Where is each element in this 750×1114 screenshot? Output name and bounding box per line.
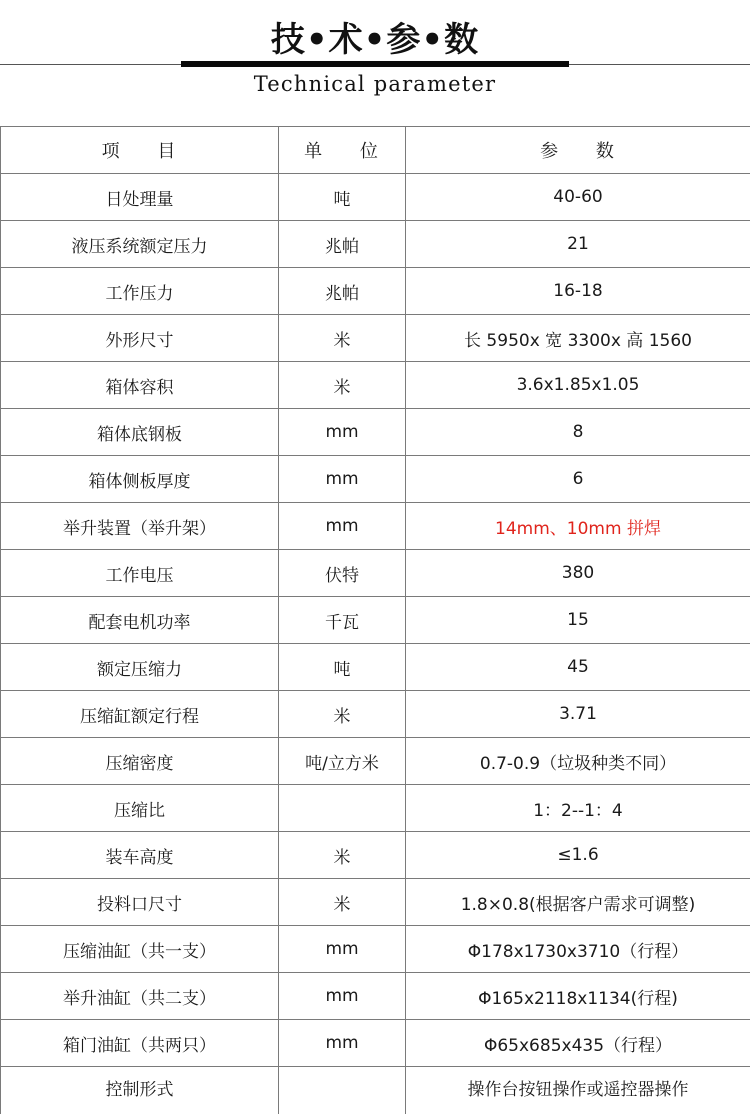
param-unit-cell: 兆帕 [279, 221, 406, 268]
param-unit-cell: 兆帕 [279, 268, 406, 315]
param-value-cell: 380 [406, 550, 750, 597]
table-row [1, 973, 750, 1020]
param-value-cell: 21 [406, 221, 750, 268]
table-row [1, 268, 750, 315]
param-unit-cell [279, 1067, 406, 1114]
header-accent-bar [181, 61, 569, 67]
param-name-cell: 压缩密度 [1, 738, 279, 785]
param-value-cell: 1：2--1：4 [406, 785, 750, 832]
table-row [1, 926, 750, 973]
param-value-cell: 6 [406, 456, 750, 503]
table-row [1, 503, 750, 550]
param-name-cell: 日处理量 [1, 174, 279, 221]
parameter-table-body [1, 127, 750, 1114]
param-value-cell: 8 [406, 409, 750, 456]
param-name-cell: 外形尺寸 [1, 315, 279, 362]
param-unit-cell: 米 [279, 315, 406, 362]
param-unit-cell: 千瓦 [279, 597, 406, 644]
table-row [1, 597, 750, 644]
param-name-cell: 控制形式 [1, 1067, 279, 1114]
param-value-cell: ≤1.6 [406, 832, 750, 879]
table-row [1, 879, 750, 926]
param-name-cell: 箱体容积 [1, 362, 279, 409]
table-row [1, 221, 750, 268]
param-unit-cell: mm [279, 1020, 406, 1067]
table-row [1, 409, 750, 456]
param-value-cell: 15 [406, 597, 750, 644]
column-header-unit: 单 位 [279, 127, 406, 174]
param-value-cell: 1.8×0.8(根据客户需求可调整) [406, 879, 750, 926]
param-unit-cell: mm [279, 456, 406, 503]
param-unit-cell: mm [279, 926, 406, 973]
param-name-cell: 工作压力 [1, 268, 279, 315]
param-name-cell: 箱门油缸（共两只） [1, 1020, 279, 1067]
table-row [1, 785, 750, 832]
table-row [1, 550, 750, 597]
table-row [1, 832, 750, 879]
param-value-cell: Φ178x1730x3710（行程） [406, 926, 750, 973]
param-value-cell: 0.7-0.9（垃圾种类不同） [406, 738, 750, 785]
param-name-cell: 举升油缸（共二支） [1, 973, 279, 1020]
param-name-cell: 配套电机功率 [1, 597, 279, 644]
param-unit-cell: 米 [279, 879, 406, 926]
param-name-cell: 压缩油缸（共一支） [1, 926, 279, 973]
param-value-cell: 3.71 [406, 691, 750, 738]
param-unit-cell [279, 785, 406, 832]
param-name-cell: 压缩缸额定行程 [1, 691, 279, 738]
param-unit-cell: 米 [279, 362, 406, 409]
param-name-cell: 箱体底钢板 [1, 409, 279, 456]
table-row [1, 456, 750, 503]
param-value-cell: Φ165x2118x1134(行程) [406, 973, 750, 1020]
page-subtitle: Technical parameter [0, 72, 750, 96]
param-unit-cell: 吨 [279, 174, 406, 221]
table-header-row [1, 127, 750, 174]
param-unit-cell: 吨/立方米 [279, 738, 406, 785]
param-unit-cell: 米 [279, 691, 406, 738]
column-header-value: 参 数 [406, 127, 750, 174]
param-unit-cell: 吨 [279, 644, 406, 691]
table-row [1, 691, 750, 738]
param-value-cell: 3.6x1.85x1.05 [406, 362, 750, 409]
param-value-cell: Φ65x685x435（行程） [406, 1020, 750, 1067]
table-row [1, 174, 750, 221]
param-unit-cell: 伏特 [279, 550, 406, 597]
param-value-cell: 14mm、10mm 拼焊 [406, 503, 750, 550]
param-unit-cell: mm [279, 409, 406, 456]
param-unit-cell: mm [279, 973, 406, 1020]
param-value-cell: 操作台按钮操作或遥控器操作 [406, 1067, 750, 1114]
page-title: 技•术•参•数 [0, 12, 750, 61]
param-value-cell: 16-18 [406, 268, 750, 315]
param-value-cell: 40-60 [406, 174, 750, 221]
param-name-cell: 液压系统额定压力 [1, 221, 279, 268]
table-row [1, 1067, 750, 1114]
param-name-cell: 箱体侧板厚度 [1, 456, 279, 503]
param-name-cell: 额定压缩力 [1, 644, 279, 691]
param-name-cell: 工作电压 [1, 550, 279, 597]
param-name-cell: 压缩比 [1, 785, 279, 832]
table-row [1, 738, 750, 785]
param-value-cell: 45 [406, 644, 750, 691]
table-row [1, 1020, 750, 1067]
column-header-item: 项 目 [1, 127, 279, 174]
param-name-cell: 装车高度 [1, 832, 279, 879]
param-name-cell: 举升装置（举升架） [1, 503, 279, 550]
table-row [1, 315, 750, 362]
parameter-table [0, 126, 750, 1114]
param-value-cell: 长 5950x 宽 3300x 高 1560 [406, 315, 750, 362]
param-unit-cell: mm [279, 503, 406, 550]
table-row [1, 644, 750, 691]
table-row [1, 362, 750, 409]
param-unit-cell: 米 [279, 832, 406, 879]
param-name-cell: 投料口尺寸 [1, 879, 279, 926]
